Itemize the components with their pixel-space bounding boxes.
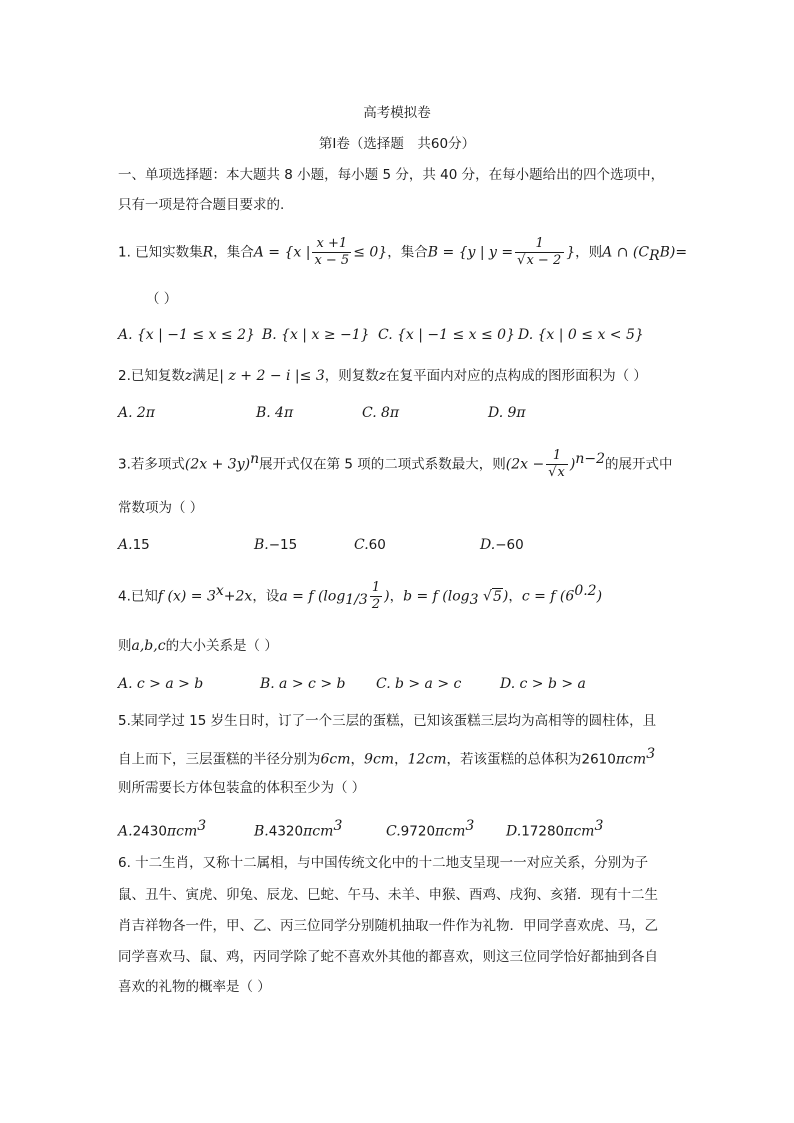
- q2-option-b[interactable]: B. 4π: [256, 405, 294, 421]
- q5-option-c[interactable]: C.9720πcm$^3$: [386, 818, 475, 840]
- q5-option-b[interactable]: B.4320πcm$^3$: [254, 818, 343, 840]
- question-6-line4: 同学喜欢马、鼠、鸡，丙同学除了蛇不喜欢外其他的都喜欢，则这三位同学恰好都抽到各自: [118, 949, 658, 965]
- q1-option-d[interactable]: D. {x | 0 ≤ x < 5}: [518, 327, 644, 343]
- page-title: 高考模拟卷: [363, 105, 431, 121]
- q4-option-c[interactable]: C. b > a > c: [376, 676, 462, 692]
- q4-option-b[interactable]: B. a > c > b: [260, 676, 346, 692]
- q5-option-d[interactable]: D.17280πcm$^3$: [506, 818, 604, 840]
- page-subtitle: 第Ⅰ卷（选择题 共60分）: [318, 136, 476, 152]
- question-2: 2.已知复数z满足| z + 2 − i |≤ 3，则复数z在复平面内对应的点构成的图形面积为（ ）: [118, 368, 647, 384]
- question-1: 1. 已知实数集R，集合A = {x | $\frac{x +1}{x - 5}$ ≤ 0}，集合B = {y | y = $\frac{1}{√x - 2}$ }，则A ∩ $(C_RB)=$: [118, 236, 688, 268]
- fraction: $\frac{1}{√x}$: [546, 448, 568, 481]
- question-5-line2: 自上而下，三层蛋糕的半径分别为6cm，9cm，12cm，若该蛋糕的总体积为2610πcm$^3$: [118, 746, 656, 768]
- q3-option-c[interactable]: C.60: [354, 537, 386, 553]
- question-6-line2: 鼠、丑牛、寅虎、卯兔、辰龙、巳蛇、午马、未羊、申猴、酉鸡、戌狗、亥猪．现有十二生: [118, 887, 658, 903]
- q2-option-c[interactable]: C. 8π: [362, 405, 400, 421]
- question-5-line1: 5.某同学过 15 岁生日时，订了一个三层的蛋糕，已知该蛋糕三层均为高相等的圆柱体，且: [118, 713, 657, 729]
- question-6-line3: 肖吉祥物各一件，甲、乙、丙三位同学分别随机抽取一件作为礼物．甲同学喜欢虎、马，乙: [118, 918, 658, 934]
- q2-option-d[interactable]: D. 9π: [488, 405, 526, 421]
- fraction: $\frac{1}{√x - 2}$: [515, 236, 564, 269]
- fraction: $\frac{1}{2}$: [371, 580, 381, 612]
- question-3-line2: 常数项为（ ）: [118, 500, 204, 516]
- q1-option-c[interactable]: C. {x | −1 ≤ x ≤ 0}: [378, 327, 515, 343]
- q1-option-b[interactable]: B. {x | x ≥ −1}: [262, 327, 370, 343]
- question-5-line3: 则所需要长方体包装盒的体积至少为（ ）: [118, 780, 366, 796]
- question-6-line1: 6. 十二生肖，又称十二属相，与中国传统文化中的十二地支呈现一一对应关系，分别为子: [118, 855, 649, 871]
- q4-option-a[interactable]: A. c > a > b: [118, 676, 204, 692]
- q2-option-a[interactable]: A. 2π: [118, 405, 155, 421]
- question-3: 3.若多项式$(2x + 3y)^n$展开式仅在第 5 项的二项式系数最大，则(2x − $\frac{1}{√x}$ )$^{n-2}$的展开式中: [118, 448, 673, 480]
- question-6-line5: 喜欢的礼物的概率是（ ）: [118, 979, 271, 995]
- question-4: 4.已知f $(x) = 3^x+2x$，设a = f ($\log_{1/3}$ $\frac{1}{2}$ )，b = f ($\log_3$ √5)，c = f $(6^{0.2})$: [118, 580, 603, 612]
- question-4-line2: 则a,b,c的大小关系是（ ）: [118, 638, 278, 654]
- q3-option-b[interactable]: B.−15: [254, 537, 298, 553]
- fraction: $\frac{x +1}{x - 5}$: [314, 236, 350, 268]
- section-intro-line2: 只有一项是符合题目要求的.: [118, 197, 285, 213]
- q4-option-d[interactable]: D. c > b > a: [500, 676, 586, 692]
- section-intro-line1: 一、单项选择题：本大题共 8 小题，每小题 5 分，共 40 分，在每小题给出的四个选项中，: [118, 167, 665, 183]
- question-1-paren: （ ）: [146, 291, 178, 307]
- q1-option-a[interactable]: A. {x | −1 ≤ x ≤ 2}: [118, 327, 255, 343]
- q5-option-a[interactable]: A.2430πcm$^3$: [118, 818, 207, 840]
- q3-option-d[interactable]: D.−60: [480, 537, 524, 553]
- q3-option-a[interactable]: A.15: [118, 537, 150, 553]
